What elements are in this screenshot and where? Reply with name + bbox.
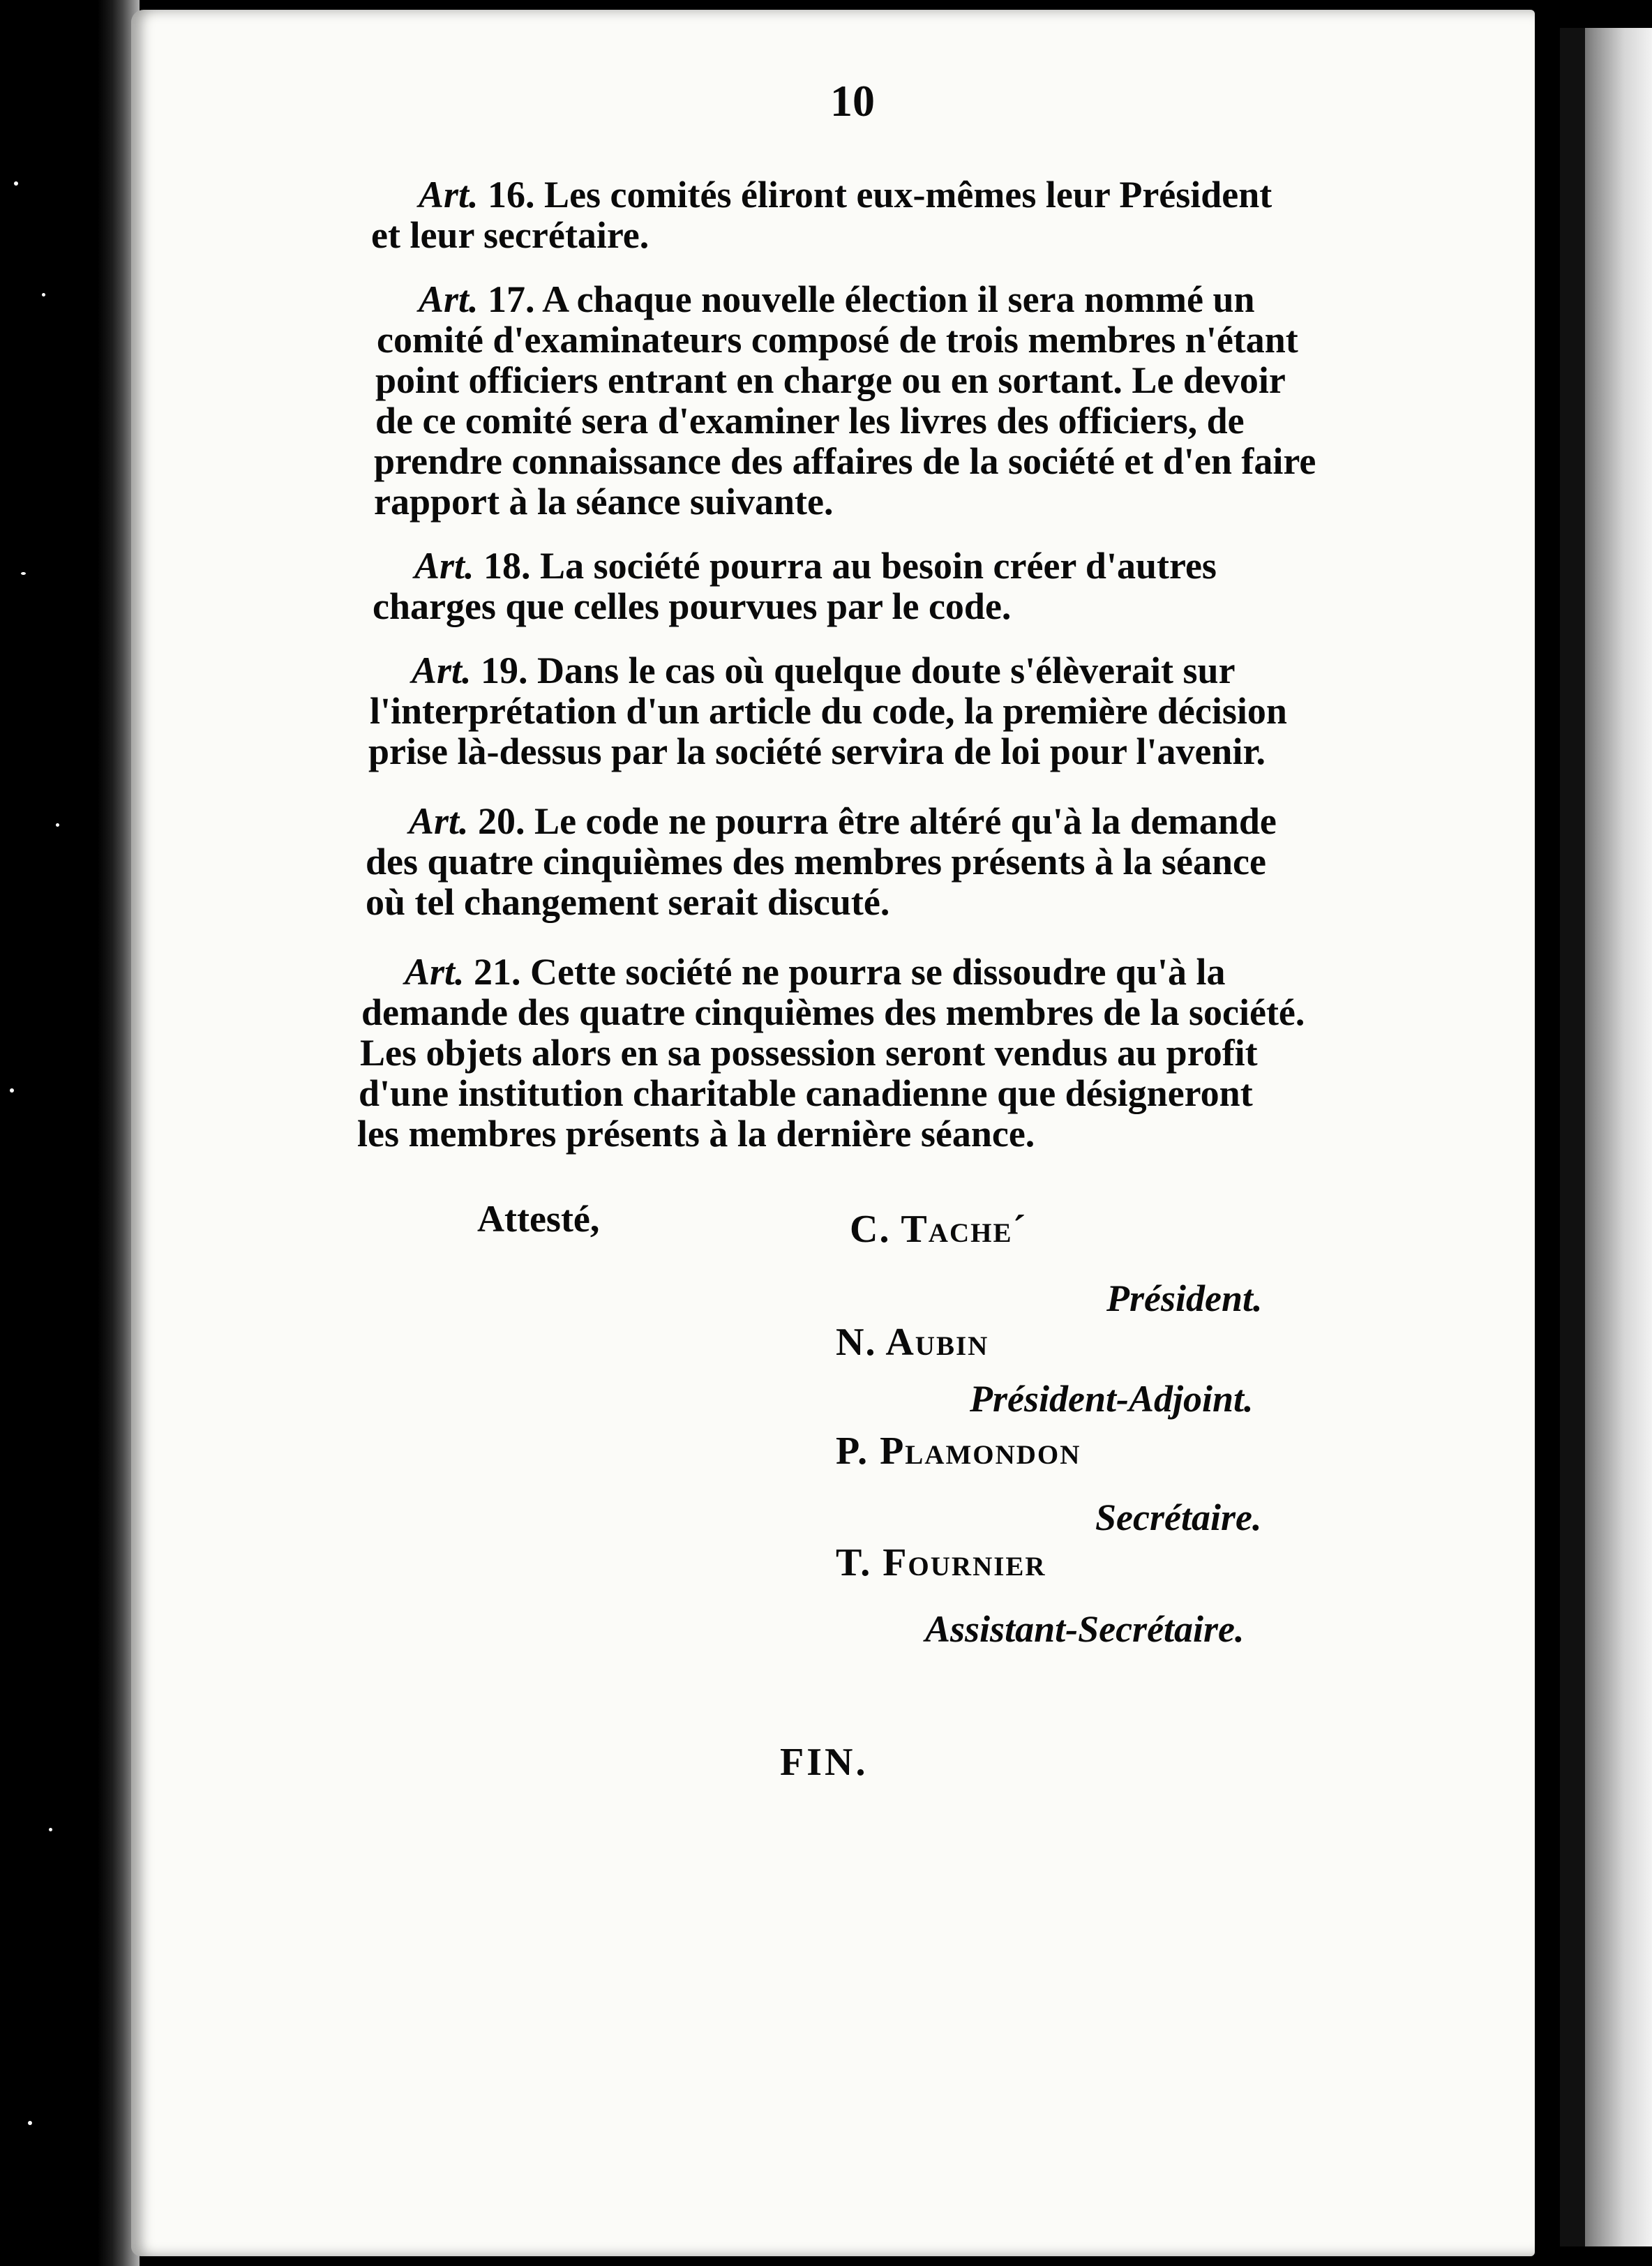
dust-speck [10,1088,14,1093]
article-text: 19. Dans le cas où quelque doute s'élèverait sur [481,650,1236,691]
article-18-line-2: charges que celles pourvues par le code. [373,585,1012,627]
article-19-line-2: l'interprétation d'un article du code, la première décision [370,690,1287,732]
article-18-line-1 [414,544,1217,587]
attestation-label: Attesté, [477,1198,600,1240]
signatory-title: Assistant-Secrétaire. [925,1608,1245,1650]
article-17-line-5: prendre connaissance des affaires de la société et d'en faire [374,440,1316,482]
article-20-line-1 [409,800,1277,843]
dust-speck [49,1828,52,1831]
signatory-name: T. Fournier [836,1541,1046,1584]
article-text: 21. Cette société ne pourra se dissoudre qu'à la [474,951,1226,993]
article-label: Art. [405,951,465,993]
page-number: 10 [830,76,875,126]
article-text: 16. Les comités éliront eux-mêmes leur Président [488,174,1272,216]
article-label: Art. [414,545,474,587]
article-label: Art. [419,174,479,216]
signatory-title: Secrétaire. [1095,1496,1262,1538]
article-21-line-5: les membres présents à la dernière séance. [357,1113,1035,1155]
article-21-line-1 [405,950,1226,993]
article-17-line-3: point officiers entrant en charge ou en sortant. Le devoir [375,359,1286,401]
signatory-name: N. Aubin [836,1321,989,1364]
signatory-name: C. Tache´ [850,1208,1028,1251]
article-19-line-1 [412,649,1236,692]
article-17-line-6: rapport à la séance suivante. [374,481,834,523]
article-19-line-3: prise là-dessus par la société servira de loi pour l'avenir. [368,730,1266,772]
article-label: Art. [419,278,479,320]
dust-speck [28,2121,32,2125]
article-20-line-3: où tel changement serait discuté. [366,881,890,923]
page-gap-shadow [1560,28,1585,2246]
article-label: Art. [409,800,469,842]
article-21-line-2: demande des quatre cinquièmes des membres de la société. [361,991,1305,1033]
article-16-line-2: et leur secrétaire. [371,214,649,256]
article-17-line-2: comité d'examinateurs composé de trois membres n'étant [377,319,1298,361]
dust-speck [56,823,59,827]
article-21-line-3: Les objets alors en sa possession seront vendus au profit [360,1032,1258,1074]
article-label: Art. [412,650,472,691]
signatory-name: P. Plamondon [836,1430,1081,1473]
dust-speck [21,572,26,575]
signatory-title: Président. [1106,1277,1263,1319]
signatory-title: Président-Adjoint. [970,1378,1254,1420]
article-text: 17. A chaque nouvelle élection il sera nommé un [488,278,1255,320]
article-17-line-1 [419,278,1255,321]
article-text: 18. La société pourra au besoin créer d'autres [483,545,1217,587]
article-16-line-1 [419,173,1272,216]
article-21-line-4: d'une institution charitable canadienne que désigneront [359,1072,1253,1114]
article-text: 20. Le code ne pourra être altéré qu'à la demande [478,800,1277,842]
article-17-line-4: de ce comité sera d'examiner les livres des officiers, de [375,400,1245,442]
end-mark: FIN. [780,1741,869,1784]
dust-speck [14,181,18,186]
dust-speck [42,293,45,297]
article-20-line-2: des quatre cinquièmes des membres présents à la séance [366,841,1266,883]
